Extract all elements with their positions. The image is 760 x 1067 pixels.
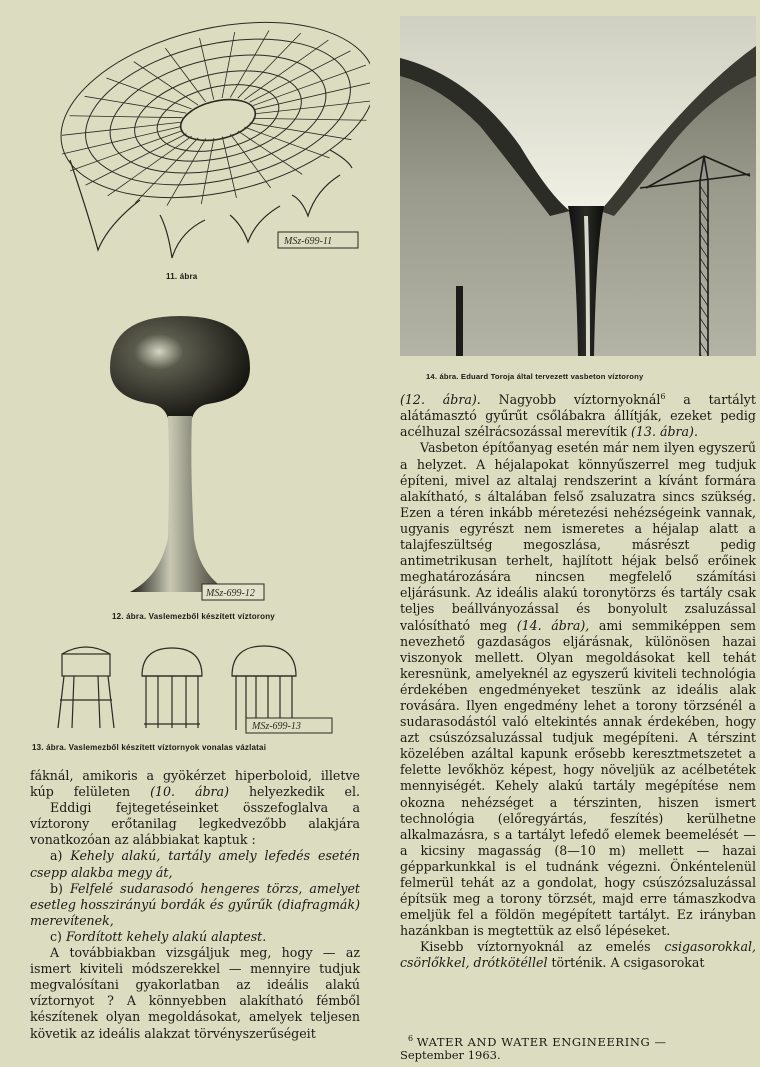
left-paragraph-1: fáknál, amikoris a gyökérzet hiperboloid, illetve kúp felületen (10. ábra) helyezkedik el. — [30, 768, 360, 800]
figure-11-stamp: MSz-699-11 — [284, 236, 333, 247]
list-item-c: c) Fordított kehely alakú alaptest. — [50, 928, 267, 944]
right-paragraph-2: Vasbeton építőanyag esetén már nem ilyen egyszerű a helyzet. A héjalapokat könnyűszerrel meg tudjuk építeni, mivel az altalaj rendszerint a kívánt formára alakítható, s általában felső zsaluzatra sincs szükség. Ezen a téren inkább méretezési nehézségeink vannak, ugyanis egyrészt nem ismeretes a héjalap alatt a talajfeszültség megoszlása, másrészt pedig antimetrikusan terhelt, hajlított héjak belső erőinek meghatározására nincsen megfelelő számítási eljárásunk. Az ideális alakú toronytörzs és tartály csak teljes beállványozással és bonyolult zsaluzással valósítható meg (14. ábra), ami semmiképpen sem nevezhető gazdaságos eljárásnak, különösen hazai viszonyok mellett. Olyan megoldásokat kell tehát keresnünk, amelyeknél az egyszerű kiviteli technológia érdekében engedményeket teszünk az ideális alak rovására. Ilyen engedmény lehet a torony törzsénél a sudarasodástól való eltekintés annak érdekében, hogy azt csúszózsaluzással tudjuk megépíteni. A térszint közelében azáltal kapunk erősebb keresztmetszetet a felette levőkhöz képest, hogy növeljük az acélbetétek mennyiségét. Kehely alakú tartály megépítése nem okozna nehézséget a térszinten, hiszen ismert technológia (előregyártás, feszítés) kerülhetne alkalmazásra, s a tartályt lefedő elemek beemelését — a kicsiny magasság (8—10 m) mellett — hazai gépparkunkkal is el tudnánk végezni. Önkéntelenül felmerül tehát az a gondolat, hogy csúszózsaluzással építsük meg a torony törzsét, majd erre támaszkodva emeljük fel a földön megépített tartályt. Ez irányban hazánkban is megtettük az első lépéseket. — [400, 440, 756, 939]
figure-14-caption: 14. ábra. Eduard Toroja által tervezett vasbeton víztorony — [426, 372, 644, 381]
list-item-a: a) Kehely alakú, tartály amely lefedés esetén csepp alakba megy át, — [30, 848, 360, 880]
left-paragraph-3: A továbbiakban vizsgáljuk meg, hogy — az ismert kiviteli módszerekkel — mennyire tudjuk megvalósítani gyakorlatban az ideális alakú víztornyot ? A könnyebben alakítható fémből készítenek olyan megoldásokat, amelyek teljesen követik az ideális alakzat törvényszerűségeit — [30, 945, 360, 1041]
figure-12-stamp: MSz-699-12 — [206, 588, 255, 599]
footnote-mark: 6 — [408, 1034, 414, 1043]
list-item-b: b) Felfelé sudarasodó hengeres törzs, amelyet esetleg hosszirányú bordák és gyűrűk (diafragmák) merevítenek, — [30, 880, 360, 928]
figure-14-photo — [400, 16, 756, 356]
right-paragraph-3: Kisebb víztornyoknál az emelés csigasorokkal, csörlőkkel, drótkötéllel történik. A csigasorokat — [400, 939, 756, 971]
figure-12-caption: 12. ábra. Vaslemezből készített víztorony — [112, 612, 275, 621]
right-column — [400, 389, 756, 972]
figure-13-drawing — [50, 640, 370, 736]
figure-13-caption: 13. ábra. Vaslemezből készített víztornyok vonalas vázlatai — [32, 743, 267, 752]
footnote-text-2: September 1963. — [400, 1047, 501, 1062]
figure-11-drawing — [30, 10, 370, 260]
left-column — [30, 768, 360, 1042]
figure-13-stamp: MSz-699-13 — [252, 721, 301, 732]
footnote-text: WATER AND WATER ENGINEERING — — [416, 1034, 667, 1049]
figure-12-drawing — [100, 308, 280, 604]
footnote — [400, 1032, 758, 1062]
right-paragraph-1: (12. ábra). Nagyobb víztornyoknál$^6$ a tartályt alátámasztó gyűrűt csőlábakra állítják, ezeket pedig acélhuzal szélrácsozással merevítik (13. ábra). — [400, 392, 756, 440]
left-paragraph-2: Eddigi fejtegetéseinket összefoglalva a víztorony erőtanilag legkedvezőbb alakjára vonatkozóan az alábbiakat kaptuk : — [30, 800, 360, 848]
figure-11-caption: 11. ábra — [166, 272, 198, 281]
